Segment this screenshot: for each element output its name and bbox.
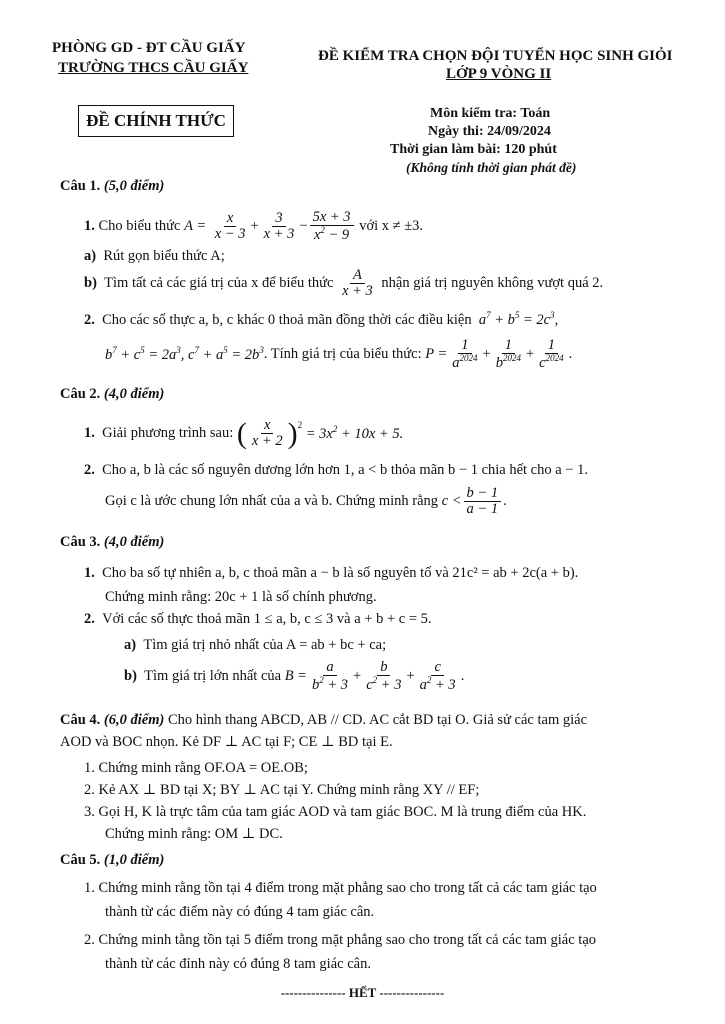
q3-part1: 1. Cho ba số tự nhiên a, b, c thoả mãn a − b là số nguyên tố và 21c² = ab + 2c(a + b). [84,565,579,581]
q2-part1: 1. Giải phương trình sau: ( $\frac{x}{x + 2}$ ) $^2$ = $3x^2 + 10x + 5$. [84,416,404,450]
q1-part-a: a) Rút gọn biểu thức A; [84,248,225,264]
q5-title: Câu 5. (1,0 điểm) [60,852,165,868]
exam-round: LỚP 9 VÒNG II [446,66,552,82]
q2-part2-line2: Gọi c là ước chung lớn nhất của a và b. Chứng minh rằng c < $\frac{b - 1}{a - 1}$ . [105,485,507,518]
school-name: TRƯỜNG THCS CẦU GIẤY [58,60,249,76]
q5-part1: 1. Chứng minh rằng tồn tại 4 điểm trong mặt phẳng sao cho trong tất cả các tam giác tạo [84,880,597,896]
q3-part2: 2. Với các số thực thoả mãn 1 ≤ a, b, c ≤ 3 và a + b + c = 5. [84,611,432,627]
q4-part3: 3. Gọi H, K là trực tâm của tam giác AOD và tam giác BOC. M là trung điểm của HK. [84,804,587,820]
q3-part-b: b) Tìm giá trị lớn nhất của B = $\frac{a}{b^2 + 3}$ + $\frac{b}{c^2 + 3}$ + $\frac{c}{a^2 + 3}$ . [124,659,465,694]
q3-part-a: a) Tìm giá trị nhỏ nhất của A = ab + bc + ca; [124,637,387,653]
exam-date: Ngày thi: 24/09/2024 [428,124,551,139]
q2-part2: 2. Cho a, b là các số nguyên dương lớn hơn 1, a < b thỏa mãn b − 1 chia hết cho a − 1. [84,462,588,478]
exam-note: (Không tính thời gian phát đề) [406,160,577,175]
end-marker: --------------- HẾT --------------- [280,985,445,1000]
q1-title: Câu 1. (5,0 điểm) [60,178,165,194]
q4-intro-line2: AOD và BOC nhọn. Kẻ DF ⊥ AC tại F; CE ⊥ BD tại E. [60,734,393,750]
q4-part2: 2. Kẻ AX ⊥ BD tại X; BY ⊥ AC tại Y. Chứng minh rằng XY // EF; [84,782,480,798]
q4-part1: 1. Chứng minh rằng OF.OA = OE.OB; [84,760,308,776]
q4-part3-line2: Chứng minh rằng: OM ⊥ DC. [105,826,283,842]
q1-part2-line2: $b^7 + c^5 = 2a^3$, $c^7 + a^5 = 2b^3$ . Tính giá trị của biểu thức: P = $\frac{1}{a^{2024}}$ + $\frac{1}{b^{2024}}$ + $\frac{1}{c^{2024}}$ . [105,337,573,372]
q1-part1: 1. Cho biểu thức A = $\frac{x}{x - 3}$ + $\frac{3}{x + 3}$ − $\frac{5x + 3}{x^2 - 9}$ với x ≠ ±3. [84,209,424,244]
official-label: ĐỀ CHÍNH THỨC [78,105,234,137]
q1-part2: 2. Cho các số thực a, b, c khác 0 thoả mãn đồng thời các điều kiện $a^7 + b^5 = 2c^3$, [84,310,559,328]
q3-part1-line2: Chứng minh rằng: 20c + 1 là số chính phương. [105,589,377,605]
q1-part-b: b) Tìm tất cả các giá trị của x để biểu thức $\frac{A}{x + 3}$ nhận giá trị nguyên không vượt quá 2. [84,267,604,300]
exam-duration: Thời gian làm bài: 120 phút [390,142,557,157]
exam-title: ĐỀ KIỂM TRA CHỌN ĐỘI TUYỂN HỌC SINH GIỎI [318,48,673,64]
q5-part2-line2: thành từ các đỉnh này có đúng 8 tam giác cân. [105,956,371,972]
q2-title: Câu 2. (4,0 điểm) [60,386,165,402]
q5-part2: 2. Chứng minh tằng tồn tại 5 điểm trong mặt phẳng sao cho trong tất cả các tam giác tạo [84,932,597,948]
exam-subject: Môn kiểm tra: Toán [430,106,551,121]
q3-title: Câu 3. (4,0 điểm) [60,534,165,550]
department-name: PHÒNG GD - ĐT CẦU GIẤY [52,40,246,56]
q5-part1-line2: thành từ các điểm này có đúng 4 tam giác cân. [105,904,375,920]
q4-intro: Câu 4. (6,0 điểm) Cho hình thang ABCD, AB // CD. AC cắt BD tại O. Giả sử các tam giác [60,712,588,728]
